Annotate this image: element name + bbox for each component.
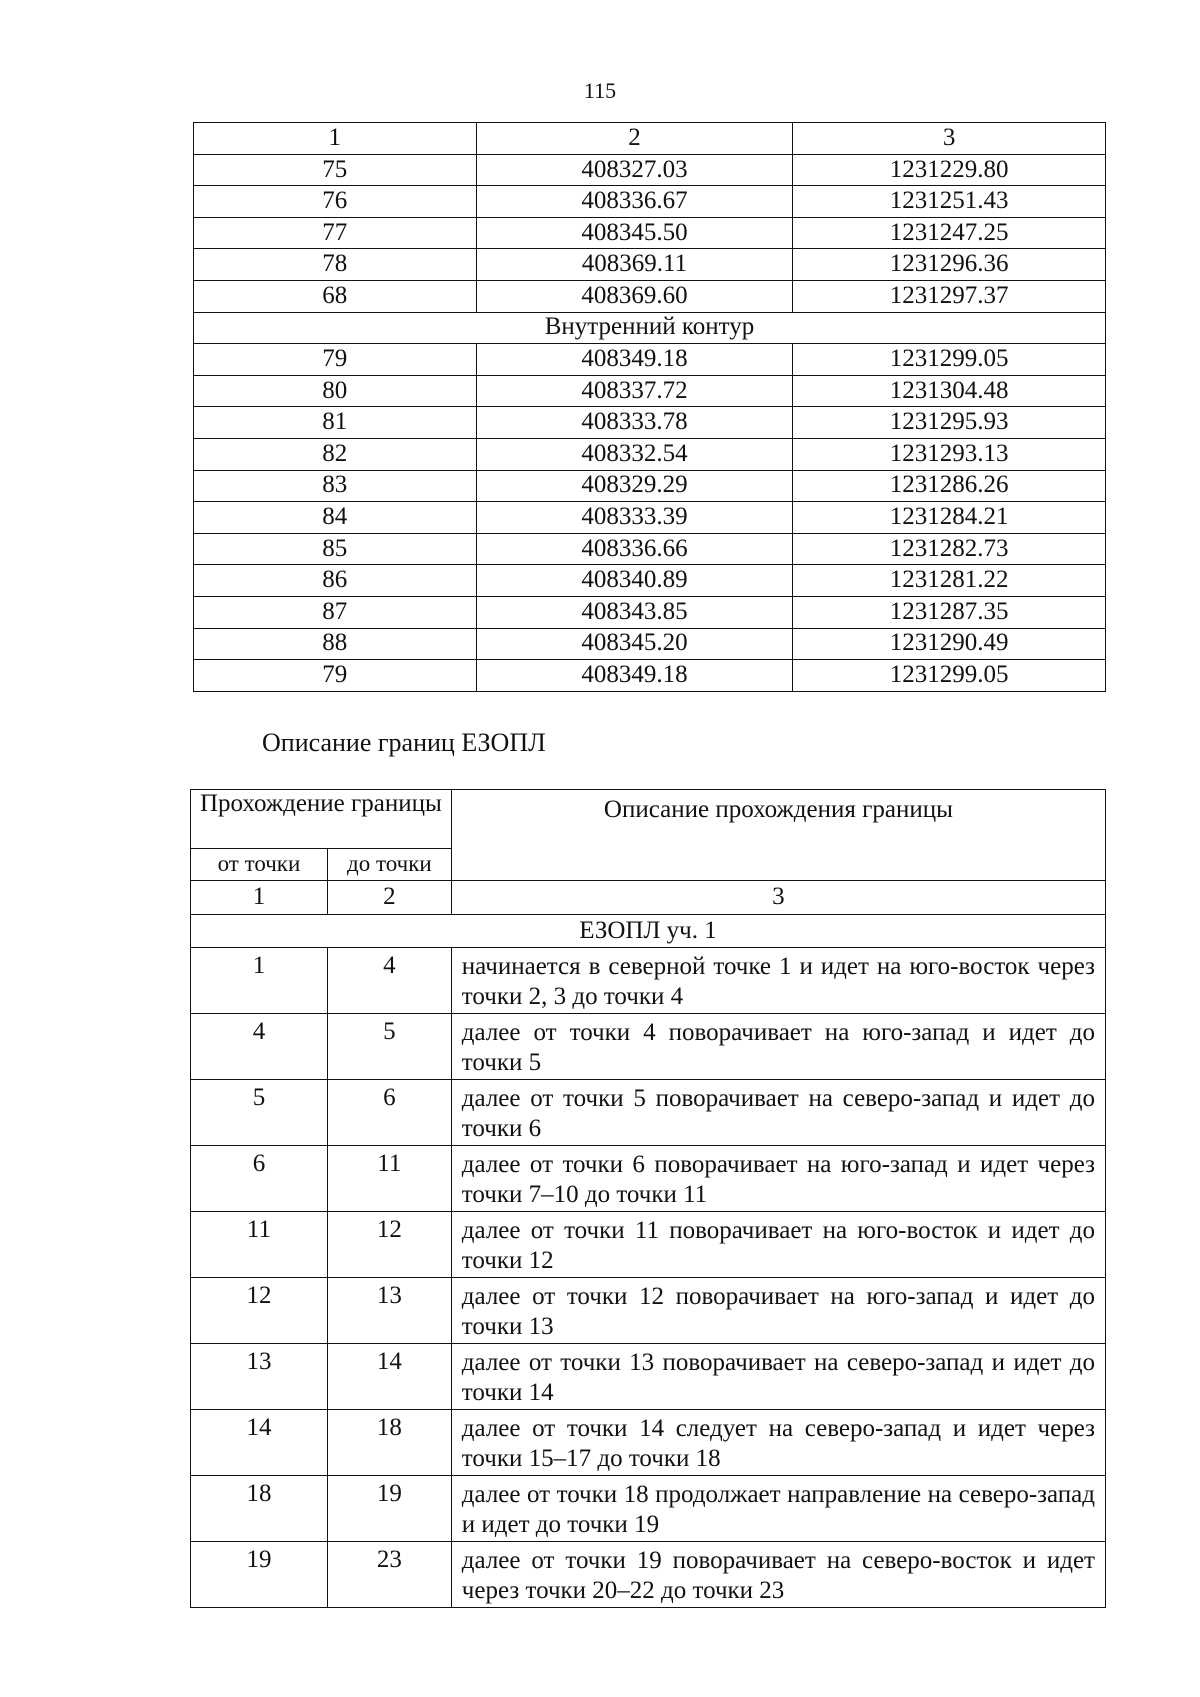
- y-coordinate-cell: 1231281.22: [793, 565, 1106, 597]
- coordinates-row: [194, 375, 1106, 407]
- from-point-cell: 11: [191, 1212, 328, 1278]
- point-number-cell: 76: [194, 186, 477, 218]
- border-row: [191, 1212, 1106, 1278]
- y-coordinate-cell: 1231296.36: [793, 249, 1106, 281]
- from-point-cell: 12: [191, 1278, 328, 1344]
- border-row: [191, 1080, 1106, 1146]
- header-description: Описание прохождения границы: [451, 790, 1105, 881]
- border-header-row: [191, 790, 1106, 849]
- description-cell: далее от точки 6 поворачивает на юго-запад и идет через точки 7–10 до точки 11: [451, 1146, 1105, 1212]
- point-number-cell: 79: [194, 660, 477, 692]
- coordinates-row: [194, 217, 1106, 249]
- coordinates-header-cell: 2: [476, 123, 793, 155]
- from-point-cell: 5: [191, 1080, 328, 1146]
- coordinates-header-row: [194, 123, 1106, 155]
- coordinates-row: [194, 344, 1106, 376]
- section-label: ЕЗОПЛ уч. 1: [191, 915, 1106, 948]
- y-coordinate-cell: 1231229.80: [793, 154, 1106, 186]
- border-row: [191, 1542, 1106, 1608]
- y-coordinate-cell: 1231304.48: [793, 375, 1106, 407]
- to-point-cell: 12: [327, 1212, 451, 1278]
- border-row: [191, 1476, 1106, 1542]
- x-coordinate-cell: 408336.67: [476, 186, 793, 218]
- section-caption: Описание границ ЕЗОПЛ: [262, 728, 546, 757]
- x-coordinate-cell: 408333.39: [476, 502, 793, 534]
- point-number-cell: 87: [194, 596, 477, 628]
- to-point-cell: 11: [327, 1146, 451, 1212]
- border-row: [191, 1014, 1106, 1080]
- from-point-cell: 14: [191, 1410, 328, 1476]
- coordinates-row: [194, 502, 1106, 534]
- x-coordinate-cell: 408343.85: [476, 596, 793, 628]
- to-point-cell: 5: [327, 1014, 451, 1080]
- column-number-row: [191, 881, 1106, 915]
- header-to-point: до точки: [327, 849, 451, 881]
- point-number-cell: 75: [194, 154, 477, 186]
- description-cell: начинается в северной точке 1 и идет на юго-восток через точки 2, 3 до точки 4: [451, 948, 1105, 1014]
- description-cell: далее от точки 14 следует на северо-запад и идет через точки 15–17 до точки 18: [451, 1410, 1105, 1476]
- to-point-cell: 23: [327, 1542, 451, 1608]
- page-number: 115: [583, 78, 617, 103]
- header-from-point: от точки: [191, 849, 328, 881]
- point-number-cell: 83: [194, 470, 477, 502]
- coordinates-row: [194, 533, 1106, 565]
- header-passage: Прохождение границы: [191, 790, 452, 849]
- coordinates-row: [194, 186, 1106, 218]
- x-coordinate-cell: 408336.66: [476, 533, 793, 565]
- point-number-cell: 78: [194, 249, 477, 281]
- border-row: [191, 948, 1106, 1014]
- coordinates-row: [194, 280, 1106, 312]
- from-point-cell: 18: [191, 1476, 328, 1542]
- coordinates-row: [194, 407, 1106, 439]
- from-point-cell: 6: [191, 1146, 328, 1212]
- coordinates-row: [194, 565, 1106, 597]
- y-coordinate-cell: 1231299.05: [793, 660, 1106, 692]
- point-number-cell: 84: [194, 502, 477, 534]
- from-point-cell: 1: [191, 948, 328, 1014]
- column-number-cell: 2: [327, 881, 451, 915]
- point-number-cell: 85: [194, 533, 477, 565]
- border-row: [191, 1410, 1106, 1476]
- description-cell: далее от точки 11 поворачивает на юго-восток и идет до точки 12: [451, 1212, 1105, 1278]
- point-number-cell: 77: [194, 217, 477, 249]
- column-number-cell: 1: [191, 881, 328, 915]
- description-cell: далее от точки 5 поворачивает на северо-запад и идет до точки 6: [451, 1080, 1105, 1146]
- y-coordinate-cell: 1231297.37: [793, 280, 1106, 312]
- to-point-cell: 18: [327, 1410, 451, 1476]
- coordinates-header-cell: 1: [194, 123, 477, 155]
- x-coordinate-cell: 408332.54: [476, 438, 793, 470]
- to-point-cell: 13: [327, 1278, 451, 1344]
- coordinates-table: [193, 122, 1106, 692]
- y-coordinate-cell: 1231282.73: [793, 533, 1106, 565]
- from-point-cell: 13: [191, 1344, 328, 1410]
- border-table-body: [191, 790, 1106, 1608]
- x-coordinate-cell: 408345.20: [476, 628, 793, 660]
- y-coordinate-cell: 1231247.25: [793, 217, 1106, 249]
- inner-contour-label: Внутренний контур: [194, 312, 1106, 344]
- from-point-cell: 19: [191, 1542, 328, 1608]
- coordinates-row: [194, 154, 1106, 186]
- x-coordinate-cell: 408349.18: [476, 660, 793, 692]
- border-row: [191, 1344, 1106, 1410]
- x-coordinate-cell: 408369.11: [476, 249, 793, 281]
- coordinates-row: [194, 660, 1106, 692]
- coordinates-header-cell: 3: [793, 123, 1106, 155]
- border-description-table: [190, 789, 1106, 1608]
- coordinates-row: [194, 438, 1106, 470]
- y-coordinate-cell: 1231251.43: [793, 186, 1106, 218]
- to-point-cell: 19: [327, 1476, 451, 1542]
- y-coordinate-cell: 1231290.49: [793, 628, 1106, 660]
- y-coordinate-cell: 1231295.93: [793, 407, 1106, 439]
- column-number-cell: 3: [451, 881, 1105, 915]
- y-coordinate-cell: 1231299.05: [793, 344, 1106, 376]
- border-row: [191, 1278, 1106, 1344]
- x-coordinate-cell: 408329.29: [476, 470, 793, 502]
- coordinates-row: [194, 249, 1106, 281]
- x-coordinate-cell: 408345.50: [476, 217, 793, 249]
- point-number-cell: 82: [194, 438, 477, 470]
- description-cell: далее от точки 4 поворачивает на юго-запад и идет до точки 5: [451, 1014, 1105, 1080]
- x-coordinate-cell: 408327.03: [476, 154, 793, 186]
- x-coordinate-cell: 408333.78: [476, 407, 793, 439]
- description-cell: далее от точки 19 поворачивает на северо-восток и идет через точки 20–22 до точки 23: [451, 1542, 1105, 1608]
- point-number-cell: 79: [194, 344, 477, 376]
- point-number-cell: 68: [194, 280, 477, 312]
- x-coordinate-cell: 408369.60: [476, 280, 793, 312]
- y-coordinate-cell: 1231286.26: [793, 470, 1106, 502]
- x-coordinate-cell: 408340.89: [476, 565, 793, 597]
- point-number-cell: 88: [194, 628, 477, 660]
- point-number-cell: 80: [194, 375, 477, 407]
- coordinates-row: [194, 470, 1106, 502]
- to-point-cell: 4: [327, 948, 451, 1014]
- y-coordinate-cell: 1231287.35: [793, 596, 1106, 628]
- inner-contour-row: [194, 312, 1106, 344]
- coordinates-row: [194, 596, 1106, 628]
- y-coordinate-cell: 1231284.21: [793, 502, 1106, 534]
- to-point-cell: 14: [327, 1344, 451, 1410]
- description-cell: далее от точки 12 поворачивает на юго-запад и идет до точки 13: [451, 1278, 1105, 1344]
- coordinates-row: [194, 628, 1106, 660]
- from-point-cell: 4: [191, 1014, 328, 1080]
- y-coordinate-cell: 1231293.13: [793, 438, 1106, 470]
- x-coordinate-cell: 408349.18: [476, 344, 793, 376]
- point-number-cell: 86: [194, 565, 477, 597]
- description-cell: далее от точки 18 продолжает направление на северо-запад и идет до точки 19: [451, 1476, 1105, 1542]
- section-label-row: [191, 915, 1106, 948]
- point-number-cell: 81: [194, 407, 477, 439]
- coordinates-table-body: [194, 123, 1106, 692]
- border-row: [191, 1146, 1106, 1212]
- to-point-cell: 6: [327, 1080, 451, 1146]
- description-cell: далее от точки 13 поворачивает на северо-запад и идет до точки 14: [451, 1344, 1105, 1410]
- x-coordinate-cell: 408337.72: [476, 375, 793, 407]
